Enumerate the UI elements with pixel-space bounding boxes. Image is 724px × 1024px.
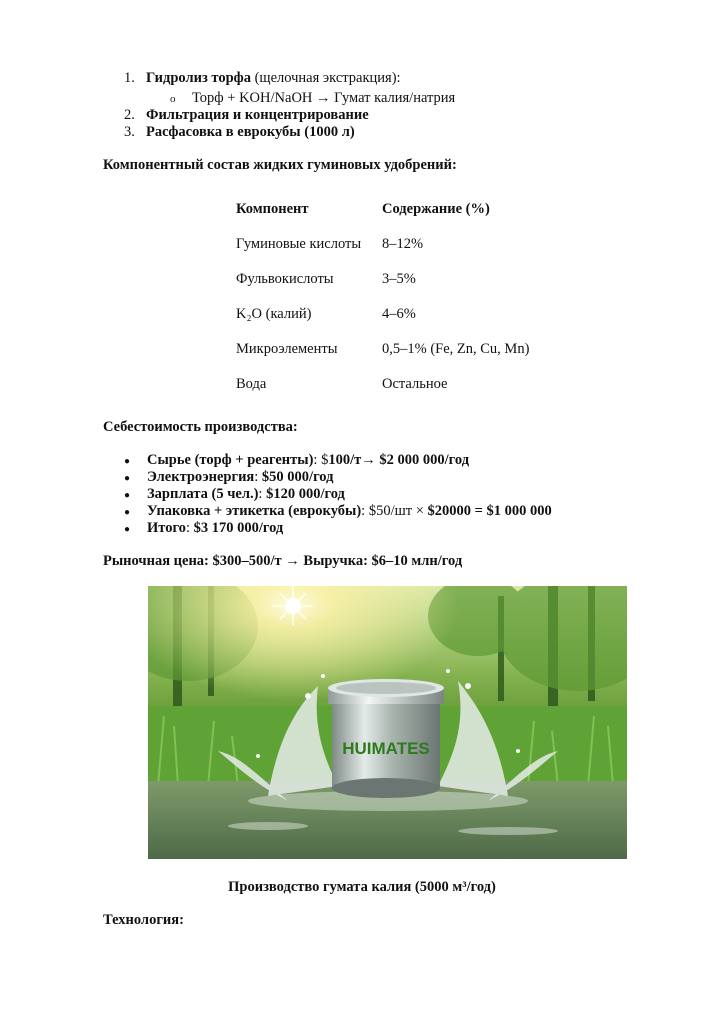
- cost-item: [147, 469, 333, 486]
- cost-item-value: 100/т→ $2 000 000/год: [328, 452, 470, 468]
- step-title: Расфасовка в еврокубы (1000 л): [146, 124, 355, 140]
- cost-item-sep: :: [313, 452, 322, 468]
- table-header-component: Компонент: [236, 201, 309, 217]
- cost-item-value: $120 000/год: [266, 486, 345, 502]
- cost-item: [147, 503, 552, 520]
- cost-item-value: $20000 = $1 000 000: [427, 503, 552, 519]
- cost-item-sep: :: [254, 469, 262, 485]
- step-number: 2.: [124, 107, 135, 123]
- substep-marker: o: [170, 93, 176, 105]
- product-photo: [148, 586, 627, 859]
- cost-item-label: Зарплата (5 чел.): [147, 486, 259, 502]
- bullet-icon: ●: [124, 456, 131, 467]
- table-cell-name: Гуминовые кислоты: [236, 236, 362, 252]
- cost-item-value: $3 170 000/год: [193, 520, 284, 536]
- step-3: [124, 124, 355, 141]
- step-1: [124, 70, 401, 87]
- table-cell-name: Фульвокислоты: [236, 271, 334, 287]
- bullet-icon: ●: [124, 524, 131, 535]
- cost-item-label: Упаковка + этикетка (еврокубы): [147, 503, 362, 519]
- step-title: Фильтрация и концентрирование: [146, 107, 369, 123]
- bullet-icon: ●: [124, 507, 131, 518]
- market-price-line: Рыночная цена: $300–500/т → Выручка: $6–10 млн/год: [103, 553, 463, 569]
- table-cell-name: Микроэлементы: [236, 341, 338, 357]
- step-rest: (щелочная экстракция):: [250, 70, 401, 86]
- cost-item-label: Электроэнергия: [147, 469, 255, 485]
- image-caption: Производство гумата калия (5000 м³/год): [228, 879, 496, 895]
- table-cell-value: Остальное: [382, 376, 448, 392]
- cost-item-value: $50 000/год: [261, 469, 334, 485]
- product-photo-svg: [148, 586, 627, 859]
- step-number: 1.: [124, 70, 135, 86]
- technology-heading: Технология:: [103, 912, 184, 928]
- table-cell-value: 8–12%: [382, 236, 424, 252]
- cost-item: [147, 486, 345, 503]
- cost-item: [147, 520, 283, 537]
- step-title: Гидролиз торфа: [146, 70, 251, 86]
- bullet-icon: ●: [124, 490, 131, 501]
- cost-heading: Себестоимость производства:: [103, 419, 298, 435]
- cost-item-label: Сырье (торф + реагенты): [147, 452, 314, 468]
- cost-item: [147, 452, 469, 469]
- step-2: [124, 107, 369, 124]
- table-cell-value: 0,5–1% (Fe, Zn, Cu, Mn): [382, 341, 530, 357]
- table-cell-name: Вода: [236, 376, 267, 392]
- table-cell-value: 3–5%: [382, 271, 416, 287]
- table-cell-value: 4–6%: [382, 306, 416, 322]
- can-label: HUIMATES: [342, 739, 430, 758]
- composition-heading: Компонентный состав жидких гуминовых удобрений:: [103, 157, 457, 173]
- bullet-icon: ●: [124, 473, 131, 484]
- table-cell-name: K₂O (калий): [236, 306, 312, 322]
- cost-item-mid: $: [321, 452, 329, 468]
- cost-item-sep: :: [258, 486, 267, 502]
- step-number: 3.: [124, 124, 135, 140]
- cost-item-mid: $50/шт ×: [368, 503, 428, 519]
- substep: [170, 90, 455, 107]
- cost-item-sep: :: [361, 503, 369, 519]
- cost-item-label: Итого: [147, 520, 186, 536]
- table-header-content: Содержание (%): [382, 201, 490, 217]
- substep-text: Торф + KOH/NaOH → Гумат калия/натрия: [192, 90, 456, 106]
- cost-item-sep: :: [185, 520, 194, 536]
